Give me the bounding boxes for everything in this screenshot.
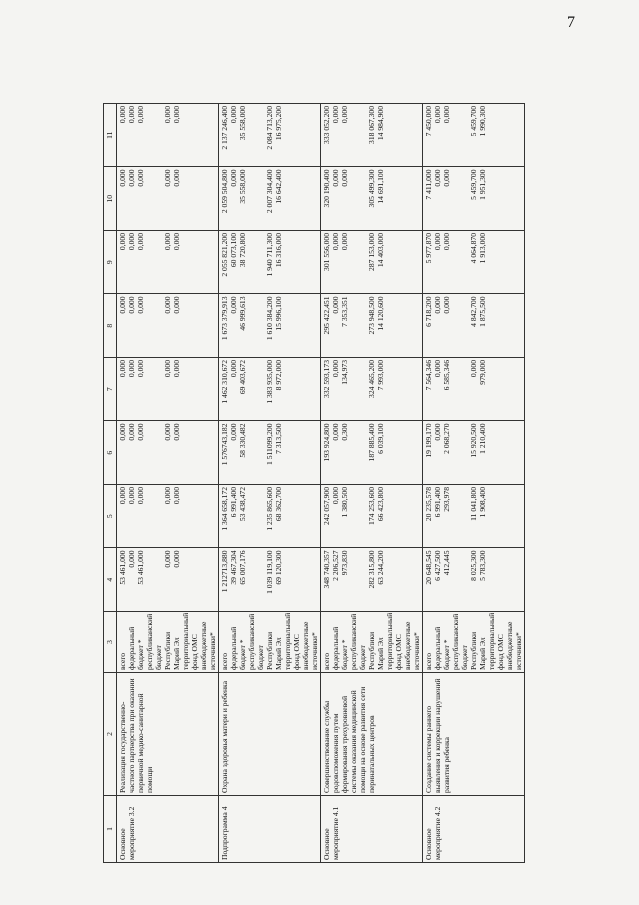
row-name: Создание системы раннего выявления и коррекции нарушений развития ребенка [423,673,525,796]
funding-sources [423,612,525,673]
amount-value: 69 120,300 [274,550,283,585]
amount-value: 0,000 [340,233,349,251]
amount-value: 0,000 [340,106,349,124]
column-header-9: 9 [104,231,117,295]
amount-value: 1 383 935,000 [265,360,274,404]
amount-value: 0,000 [163,106,172,124]
amount-value: 1 210,400 [478,423,487,454]
amount-value: 4 064,870 [469,233,478,264]
column-header-10: 10 [104,167,117,231]
value-column-4 [219,548,321,612]
row-code: Подпрограмма 4 [219,796,321,863]
amount-value: 0,000 [172,169,181,187]
amount-value: 1 673 379,913 [220,296,229,341]
funding-source-label: федеральный бюджет * [127,626,145,670]
value-column-8 [219,294,321,358]
row-name: Совершенствование службы родовспоможения путем формирования трехуровневой системы оказания медицинской помощи на основе развития сети перинатальных центров [321,673,423,796]
value-column-6 [219,421,321,485]
amount-value: 0,000 [172,360,181,378]
amount-value: 0,000 [127,169,136,187]
amount-value: 6 039,100 [376,423,385,454]
amount-value: 0,000 [163,550,172,568]
amount-value: 6 585,346 [442,360,451,391]
amount-value: 0,000 [118,169,127,187]
value-column-11 [321,104,423,168]
amount-value: 58 330,482 [238,423,247,458]
column-header-1: 1 [104,796,117,863]
amount-value: 305 499,300 [367,169,376,208]
amount-value: 318 067,300 [367,106,376,144]
amount-value: 2 055 821,200 [220,233,229,277]
amount-value: 0,000 [331,233,340,251]
amount-value: 38 720,800 [238,233,247,268]
amount-value: 15 920,500 [469,423,478,458]
amount-value: 0,000 [433,360,442,378]
amount-value: 333 052,200 [322,106,331,144]
amount-value: 5 783,300 [478,550,487,581]
amount-value: 0,000 [229,423,238,441]
amount-value: 6 427,500 [433,550,442,581]
amount-value: 0,000 [469,360,478,378]
amount-value: 6 991,400 [229,487,238,518]
value-column-8 [117,294,219,358]
amount-value: 0,000 [127,296,136,314]
amount-value: 39 467,304 [229,550,238,585]
amount-value: 332 593,173 [322,360,331,398]
amount-value: 0,000 [172,487,181,505]
row-name: Охрана здоровья матери и ребенка [219,673,321,796]
amount-value: 0,000 [331,487,340,505]
amount-value: 53 461,000 [136,550,145,585]
amount-value: 7 564,346 [424,360,433,391]
row-code: Основное мероприятие 3.2 [117,796,219,863]
amount-value: 60 073,100 [229,233,238,268]
amount-value: 0,300 [340,423,349,441]
funding-source-label: внебюджетные источники* [301,621,319,670]
amount-value: 2 068,270 [442,423,451,454]
header-row [104,104,117,863]
amount-value: 14 691,100 [376,169,385,204]
funding-source-label: территориальный фонд ОМС [487,612,505,670]
amount-value: 412,445 [442,550,451,576]
funding-source-label: всего [118,652,127,670]
amount-value: 0,000 [331,360,340,378]
amount-value: 0,000 [118,360,127,378]
value-column-5 [321,485,423,549]
amount-value: 0,000 [442,233,451,251]
amount-value: 0,000 [136,296,145,314]
column-header-4: 4 [104,548,117,612]
amount-value: 0,000 [127,423,136,441]
amount-value: 2 084 713,200 [265,106,274,150]
amount-value: 0,000 [331,296,340,314]
amount-value: 65 007,176 [238,550,247,585]
amount-value: 7 411,000 [424,169,433,200]
amount-value: 1 380,500 [340,487,349,518]
funding-source-label: всего [424,652,433,670]
amount-value: 7 353,351 [340,296,349,327]
amount-value: 46 999,613 [238,296,247,331]
amount-value: 0,000 [331,169,340,187]
amount-value: 1 235 865,600 [265,487,274,531]
value-column-9 [321,231,423,295]
value-column-4 [423,548,525,612]
value-column-7 [117,358,219,422]
value-column-10 [423,167,525,231]
funding-source-label: территориальный фонд ОМС [181,612,199,670]
amount-value: 11 041,800 [469,487,478,521]
funding-source-label: республиканский бюджет Республики Марий Эл [451,613,487,670]
value-column-6 [117,421,219,485]
amount-value: 1 610 384,200 [265,296,274,341]
amount-value: 0,000 [127,106,136,124]
amount-value: 0,000 [127,360,136,378]
amount-value: 16 642,400 [274,169,283,204]
amount-value: 134,973 [340,360,349,385]
amount-value: 295 422,451 [322,296,331,335]
funding-sources [219,612,321,673]
amount-value: 0,000 [172,423,181,441]
amount-value: 20 235,578 [424,487,433,522]
amount-value: 301 556,000 [322,233,331,271]
funding-source-label: республиканский бюджет Республики Марий Эл [145,613,181,670]
funding-source-label: федеральный бюджет * [331,626,349,670]
column-header-2: 2 [104,673,117,796]
column-header-11: 11 [104,104,117,168]
amount-value: 1 940 711,300 [265,233,274,277]
amount-value: 0,000 [136,487,145,505]
amount-value: 2 059 504,800 [220,169,229,214]
amount-value: 4 842,700 [469,296,478,327]
amount-value: 287 153,000 [367,233,376,271]
value-column-8 [423,294,525,358]
amount-value: 0,000 [172,550,181,568]
amount-value: 20 648,545 [424,550,433,585]
amount-value: 1 875,500 [478,296,487,327]
amount-value: 5 459,700 [469,169,478,200]
amount-value: 1 576743,182 [220,423,229,466]
table-row [321,104,423,863]
page-number: 7 [567,14,575,31]
column-header-3: 3 [104,612,117,673]
table-row [117,104,219,863]
amount-value: 1 913,000 [478,233,487,264]
amount-value: 0,000 [118,106,127,124]
amount-value: 0,000 [163,233,172,251]
amount-value: 8 972,000 [274,360,283,391]
value-column-4 [117,548,219,612]
funding-source-label: внебюджетные источники* [505,621,523,670]
amount-value: 0,000 [127,487,136,505]
amount-value: 16 975,200 [274,106,283,141]
amount-value: 0,000 [136,169,145,187]
row-code: Основное мероприятие 4.1 [321,796,423,863]
value-column-7 [219,358,321,422]
amount-value: 7 313,500 [274,423,283,454]
value-column-5 [117,485,219,549]
value-column-11 [219,104,321,168]
amount-value: 0,000 [136,360,145,378]
amount-value: 0,000 [331,106,340,124]
amount-value: 19 199,170 [424,423,433,458]
column-header-6: 6 [104,421,117,485]
value-column-9 [423,231,525,295]
amount-value: 273 948,500 [367,296,376,335]
value-column-4 [321,548,423,612]
budget-table [103,103,525,863]
value-column-8 [321,294,423,358]
amount-value: 14 984,900 [376,106,385,141]
table-row [219,104,321,863]
amount-value: 14 120,600 [376,296,385,331]
rotated-table-container [103,103,593,863]
funding-source-label: территориальный фонд ОМС [283,612,301,670]
column-header-8: 8 [104,294,117,358]
amount-value: 0,000 [442,296,451,314]
amount-value: 0,000 [163,360,172,378]
amount-value: 0,000 [163,296,172,314]
row-code: Основное мероприятие 4.2 [423,796,525,863]
amount-value: 1 462 310,672 [220,360,229,404]
amount-value: 6 718,200 [424,296,433,327]
value-column-7 [321,358,423,422]
funding-source-label: всего [322,652,331,670]
amount-value: 7 993,000 [376,360,385,391]
amount-value: 0,000 [118,233,127,251]
amount-value: 0,000 [118,296,127,314]
amount-value: 0,000 [229,106,238,124]
amount-value: 0,000 [229,169,238,187]
amount-value: 66 423,800 [376,487,385,522]
amount-value: 1 039 119,100 [265,550,274,594]
amount-value: 0,000 [136,106,145,124]
amount-value: 35 558,000 [238,169,247,204]
amount-value: 0,000 [229,296,238,314]
amount-value: 0,000 [442,169,451,187]
amount-value: 0,000 [229,360,238,378]
funding-source-label: внебюджетные источники* [403,621,421,670]
funding-source-label: территориальный фонд ОМС [385,612,403,670]
amount-value: 63 244,200 [376,550,385,585]
value-column-11 [423,104,525,168]
funding-source-label: федеральный бюджет * [229,626,247,670]
amount-value: 1 951,300 [478,169,487,200]
amount-value: 0,000 [163,423,172,441]
amount-value: 35 558,000 [238,106,247,141]
funding-source-label: федеральный бюджет * [433,626,451,670]
funding-source-label: республиканский бюджет Республики Марий Эл [349,613,385,670]
value-column-9 [219,231,321,295]
amount-value: 0,000 [118,487,127,505]
amount-value: 0,000 [433,106,442,124]
amount-value: 0,000 [163,487,172,505]
amount-value: 5 459,700 [469,106,478,137]
amount-value: 187 885,400 [367,423,376,462]
amount-value: 1 990,300 [478,106,487,137]
funding-sources [117,612,219,673]
amount-value: 53 461,000 [118,550,127,585]
amount-value: 15 996,100 [274,296,283,331]
funding-source-label: всего [220,652,229,670]
amount-value: 8 025,300 [469,550,478,581]
amount-value: 7 450,000 [424,106,433,137]
amount-value: 0,000 [433,169,442,187]
column-header-7: 7 [104,358,117,422]
amount-value: 193 924,800 [322,423,331,462]
value-column-7 [423,358,525,422]
amount-value: 69 403,672 [238,360,247,395]
column-header-5: 5 [104,485,117,549]
table-row [423,104,525,863]
amount-value: 0,000 [442,106,451,124]
amount-value: 324 465,200 [367,360,376,398]
amount-value: 0,000 [172,296,181,314]
value-column-5 [219,485,321,549]
amount-value: 6 991,400 [433,487,442,518]
value-column-10 [117,167,219,231]
amount-value: 14 403,000 [376,233,385,268]
value-column-10 [219,167,321,231]
value-column-6 [423,421,525,485]
value-column-5 [423,485,525,549]
amount-value: 282 315,800 [367,550,376,589]
amount-value: 2 206,527 [331,550,340,581]
amount-value: 0,000 [136,233,145,251]
amount-value: 1 908,400 [478,487,487,518]
funding-source-label: республиканский бюджет Республики Марий Эл [247,613,283,670]
value-column-6 [321,421,423,485]
amount-value: 16 316,000 [274,233,283,268]
funding-sources [321,612,423,673]
amount-value: 0,000 [433,233,442,251]
amount-value: 2 137 246,400 [220,106,229,150]
amount-value: 0,000 [340,169,349,187]
amount-value: 0,000 [172,106,181,124]
amount-value: 1 511099,200 [265,423,274,465]
amount-value: 68 362,700 [274,487,283,522]
amount-value: 348 740,357 [322,550,331,589]
row-name: Реализация государственно-частного партнерства при оказании первичной медико-санитарной помощи [117,673,219,796]
amount-value: 320 190,400 [322,169,331,208]
amount-value: 979,000 [478,360,487,385]
amount-value: 0,000 [163,169,172,187]
amount-value: 1 364 658,172 [220,487,229,531]
value-column-11 [117,104,219,168]
amount-value: 0,000 [433,296,442,314]
amount-value: 0,000 [331,423,340,441]
amount-value: 0,000 [136,423,145,441]
amount-value: 973,830 [340,550,349,576]
value-column-9 [117,231,219,295]
amount-value: 53 438,472 [238,487,247,522]
amount-value: 1 212713,880 [220,550,229,593]
amount-value: 2 007 304,400 [265,169,274,214]
amount-value: 0,000 [127,550,136,568]
value-column-10 [321,167,423,231]
funding-source-label: внебюджетные источники* [199,621,217,670]
amount-value: 293,978 [442,487,451,512]
amount-value: 242 057,900 [322,487,331,525]
amount-value: 5 977,870 [424,233,433,264]
amount-value: 174 253,600 [367,487,376,525]
amount-value: 0,000 [433,423,442,441]
amount-value: 0,000 [118,423,127,441]
amount-value: 0,000 [172,233,181,251]
amount-value: 0,000 [127,233,136,251]
